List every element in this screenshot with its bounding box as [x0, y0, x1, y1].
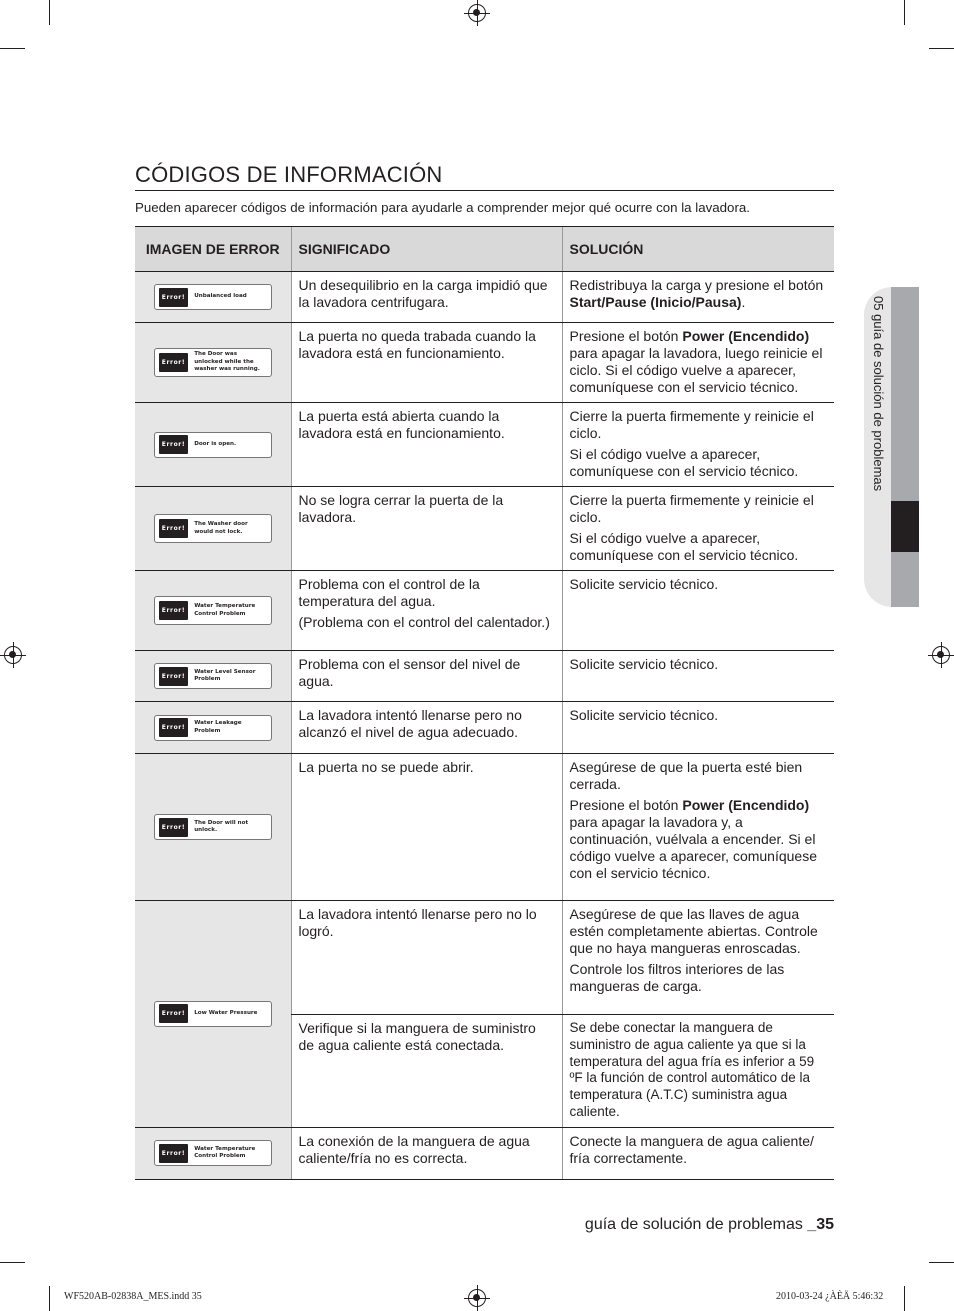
header-image: IMAGEN DE ERROR [135, 227, 291, 272]
registration-mark-icon [4, 646, 22, 664]
error-image-cell [135, 901, 291, 1128]
chapter-tab-marker [891, 501, 919, 552]
meaning-cell [291, 1127, 562, 1179]
chapter-tab-bar [891, 287, 919, 607]
page-number: _35 [807, 1216, 834, 1233]
error-badge: Error! [159, 435, 188, 454]
error-message: Water Leakage Problem [194, 720, 242, 734]
table-row [135, 571, 834, 651]
meaning-text: Verifique si la manguera de suministro de agua caliente está conectada. [298, 1020, 536, 1053]
meaning-cell [291, 1015, 562, 1128]
registration-mark-icon [468, 1289, 486, 1307]
error-display [154, 1001, 272, 1027]
crop-mark [929, 48, 954, 49]
error-badge: Error! [159, 601, 188, 620]
solution-text: Solicite servicio técnico. [569, 656, 719, 672]
error-badge: Error! [159, 353, 188, 372]
error-message: The Door will not unlock. [194, 819, 249, 833]
solution-text: Cierre la puerta firmemente y reinicie el ciclo. [569, 408, 814, 441]
error-image-cell [135, 1127, 291, 1179]
error-display [154, 284, 272, 310]
info-codes-table [135, 226, 834, 1180]
meaning-text: No se logra cerrar la puerta de la lavadora. [298, 492, 504, 525]
error-message: The Door was unlocked while the washer was running. [194, 351, 260, 373]
solution-cell [562, 651, 834, 702]
error-image-cell [135, 487, 291, 571]
meaning-text: La conexión de la manguera de agua caliente/fría no es correcta. [298, 1132, 530, 1166]
error-message: Door is open. [194, 440, 237, 447]
solution-text: Solicite servicio técnico. [569, 707, 719, 723]
table-row [135, 651, 834, 702]
chapter-tab-label: 05 guía de solución de problemas [871, 296, 886, 492]
solution-text: Asegúrese de que las llaves de agua estén completamente abiertas. Controle que no haya mangueras enroscadas. [569, 906, 818, 956]
error-message: Low Water Pressure [194, 1010, 258, 1017]
error-image-cell [135, 272, 291, 323]
error-display [154, 596, 272, 625]
solution-text: Redistribuya la carga y presione el botón Start/Pause (Inicio/Pausa). [569, 277, 824, 310]
solution-cell [562, 487, 834, 571]
meaning-cell [291, 702, 562, 754]
error-badge: Error! [159, 667, 188, 686]
meaning-text: La lavadora intentó llenarse pero no lo logró. [298, 906, 537, 939]
meaning-cell [291, 272, 562, 323]
table-row [135, 1127, 834, 1179]
error-display [154, 814, 272, 840]
error-badge: Error! [159, 1004, 188, 1023]
meaning-cell [291, 323, 562, 403]
meaning-cell [291, 403, 562, 487]
error-badge: Error! [159, 519, 188, 538]
crop-mark [904, 0, 905, 25]
error-display [154, 514, 272, 543]
meaning-text: Problema con el sensor del nivel de agua. [298, 656, 521, 689]
meaning-text: Un desequilibrio en la carga impidió que la lavadora centrifugara. [298, 277, 548, 310]
solution-text: Presione el botón Power (Encendido) para apagar la lavadora, luego reinicie el ciclo. Si el código vuelve a aparecer, comuníquese con el servicio técnico. [569, 328, 823, 395]
footer-text: guía de solución de problemas [584, 1216, 808, 1233]
meaning-text: La puerta está abierta cuando la lavadora está en funcionamiento. [298, 408, 505, 441]
meaning-text: La lavadora intentó llenarse pero no alcanzó el nivel de agua adecuado. [298, 707, 522, 740]
crop-mark [0, 48, 25, 49]
solution-cell [562, 754, 834, 901]
error-image-cell [135, 323, 291, 403]
solution-cell [562, 323, 834, 403]
meaning-text: La puerta no se puede abrir. [298, 759, 474, 775]
slug-date: 2010-03-24 ¿ÀÈÄ 5:46:32 [776, 1291, 884, 1302]
error-display [154, 663, 272, 689]
table-header-row [135, 227, 834, 272]
solution-text: Conecte la manguera de agua caliente/ fría correctamente. [569, 1132, 814, 1166]
page-footer [585, 1216, 834, 1234]
header-meaning: SIGNIFICADO [291, 227, 562, 272]
table-row [135, 487, 834, 571]
error-badge: Error! [159, 718, 188, 737]
solution-text: Presione el botón Power (Encendido) para apagar la lavadora y, a continuación, vuélvala a encender. Si el código vuelve a aparecer, comuníquese con el servicio técnico. [569, 797, 817, 881]
error-image-cell [135, 702, 291, 754]
crop-mark [49, 1286, 50, 1311]
table-row [135, 323, 834, 403]
solution-text: Cierre la puerta firmemente y reinicie el ciclo. [569, 492, 814, 525]
table-row [135, 901, 834, 1015]
meaning-cell [291, 651, 562, 702]
error-message: Water Level Sensor Problem [194, 668, 256, 682]
solution-cell [562, 272, 834, 323]
error-badge: Error! [159, 288, 188, 307]
meaning-cell [291, 754, 562, 901]
error-image-cell [135, 403, 291, 487]
crop-mark [904, 1286, 905, 1311]
error-message: Water Temperature Control Problem [194, 603, 256, 617]
error-image-cell [135, 754, 291, 901]
registration-mark-icon [468, 4, 486, 22]
solution-cell [562, 702, 834, 754]
crop-mark [49, 0, 50, 25]
error-message: Unbalanced load [194, 293, 247, 300]
solution-text: Si el código vuelve a aparecer, comuníquese con el servicio técnico. [569, 446, 799, 479]
header-solution: SOLUCIÓN [562, 227, 834, 272]
solution-cell [562, 403, 834, 487]
registration-mark-icon [932, 646, 950, 664]
page-title: CÓDIGOS DE INFORMACIÓN [135, 162, 443, 187]
error-message: Water Temperature Control Problem [194, 1145, 256, 1160]
meaning-text: La puerta no queda trabada cuando la lavadora está en funcionamiento. [298, 328, 536, 361]
crop-mark [929, 1262, 954, 1263]
error-display [154, 715, 272, 741]
meaning-cell [291, 901, 562, 1015]
error-message: The Washer door would not lock. [194, 521, 248, 535]
meaning-cell [291, 571, 562, 651]
solution-cell [562, 1015, 834, 1128]
intro-text: Pueden aparecer códigos de información para ayudarle a comprender mejor qué ocurre con la lavadora. [135, 200, 750, 215]
error-display [154, 1140, 272, 1166]
meaning-text: Problema con el control de la temperatura del agua. [298, 576, 480, 609]
error-image-cell [135, 651, 291, 702]
error-image-cell [135, 571, 291, 651]
table-row [135, 272, 834, 323]
table-row [135, 754, 834, 901]
meaning-text: (Problema con el control del calentador.) [298, 614, 550, 630]
title-divider [135, 190, 834, 191]
solution-cell [562, 901, 834, 1015]
solution-text: Controle los filtros interiores de las mangueras de carga. [569, 961, 785, 994]
solution-text: Asegúrese de que la puerta esté bien cerrada. [569, 759, 803, 792]
table-row [135, 702, 834, 754]
error-display [154, 348, 272, 377]
table-row [135, 403, 834, 487]
solution-text: Se debe conectar la manguera de suministro de agua caliente ya que si la temperatura del agua fría es inferior a 59 ºF la función de control automático de la temperatura (A.T.C) suministra agua caliente. [569, 1020, 815, 1119]
crop-mark [0, 1262, 25, 1263]
meaning-cell [291, 487, 562, 571]
slug-file: WF520AB-02838A_MES.indd 35 [64, 1291, 202, 1302]
error-badge: Error! [159, 818, 188, 837]
error-display [154, 432, 272, 458]
solution-cell [562, 1127, 834, 1179]
error-badge: Error! [159, 1144, 188, 1163]
solution-cell [562, 571, 834, 651]
solution-text: Si el código vuelve a aparecer, comuníquese con el servicio técnico. [569, 530, 799, 563]
solution-text: Solicite servicio técnico. [569, 576, 719, 592]
